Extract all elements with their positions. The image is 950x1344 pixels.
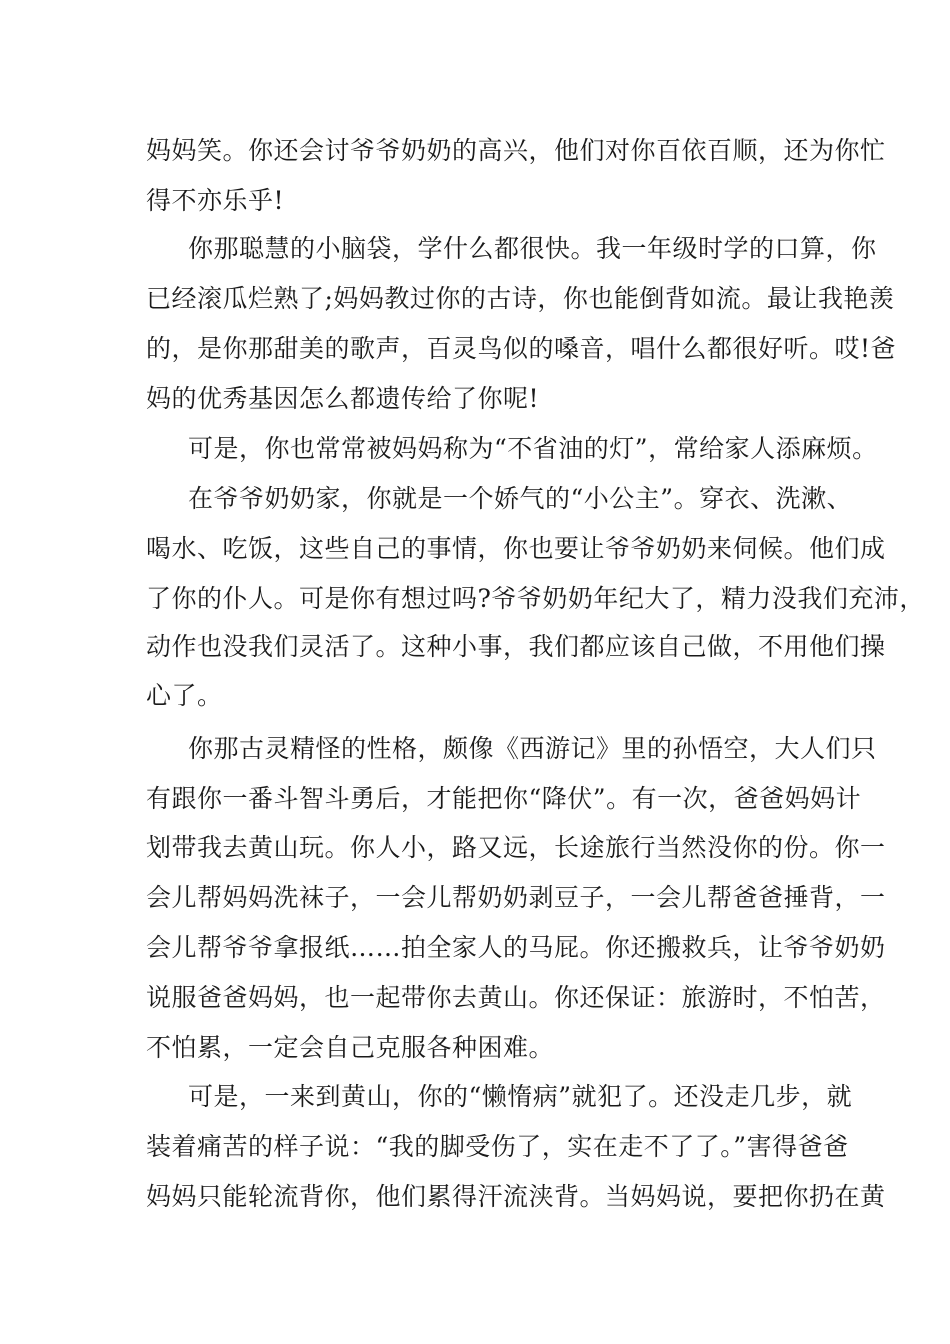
paragraph-first-line: 可是，一来到黄山，你的“懒惰病”就犯了。还没走几步，就 <box>188 1082 853 1111</box>
paragraph-first-line: 你那聪慧的小脑袋，学什么都很快。我一年级时学的口算，你 <box>188 234 877 263</box>
text-line: 心了。 <box>146 681 223 710</box>
text-line: 有跟你一番斗智斗勇后，才能把你“降伏”。有一次，爸爸妈妈计 <box>146 784 862 813</box>
text-line: 装着痛苦的样子说：“我的脚受伤了，实在走不了了。”害得爸爸 <box>146 1132 849 1161</box>
text-line: 妈的优秀基因怎么都遗传给了你呢! <box>146 384 540 413</box>
text-line: 得不亦乐乎! <box>146 186 285 215</box>
text-line: 会儿帮妈妈洗袜子，一会儿帮奶奶剥豆子，一会儿帮爸爸捶背，一 <box>146 883 886 912</box>
paragraph-first-line: 你那古灵精怪的性格，颇像《西游记》里的孙悟空，大人们只 <box>188 734 877 763</box>
text-line: 已经滚瓜烂熟了;妈妈教过你的古诗，你也能倒背如流。最让我艳羡 <box>146 284 895 313</box>
text-line: 说服爸爸妈妈，也一起带你去黄山。你还保证：旅游时，不怕苦， <box>146 983 886 1012</box>
paragraph-first-line: 可是，你也常常被妈妈称为“不省油的灯”，常给家人添麻烦。 <box>188 434 878 463</box>
text-line: 了你的仆人。可是你有想过吗?爷爷奶奶年纪大了，精力没我们充沛， <box>146 584 925 613</box>
text-line: 妈妈只能轮流背你，他们累得汗流浃背。当妈妈说，要把你扔在黄 <box>146 1182 886 1211</box>
text-line: 不怕累，一定会自己克服各种困难。 <box>146 1033 555 1062</box>
text-line: 妈妈笑。你还会讨爷爷奶奶的高兴，他们对你百依百顺，还为你忙 <box>146 136 886 165</box>
text-line: 的，是你那甜美的歌声，百灵鸟似的嗓音，唱什么都很好听。哎!爸 <box>146 334 897 363</box>
text-line: 划带我去黄山玩。你人小，路又远，长途旅行当然没你的份。你一 <box>146 833 886 862</box>
paragraph-first-line: 在爷爷奶奶家，你就是一个娇气的“小公主”。穿衣、洗漱、 <box>188 484 853 513</box>
text-line: 动作也没我们灵活了。这种小事，我们都应该自己做，不用他们操 <box>146 632 886 661</box>
text-line: 会儿帮爷爷拿报纸……拍全家人的马屁。你还搬救兵，让爷爷奶奶 <box>146 933 886 962</box>
text-line: 喝水、吃饭，这些自己的事情，你也要让爷爷奶奶来伺候。他们成 <box>146 534 886 563</box>
